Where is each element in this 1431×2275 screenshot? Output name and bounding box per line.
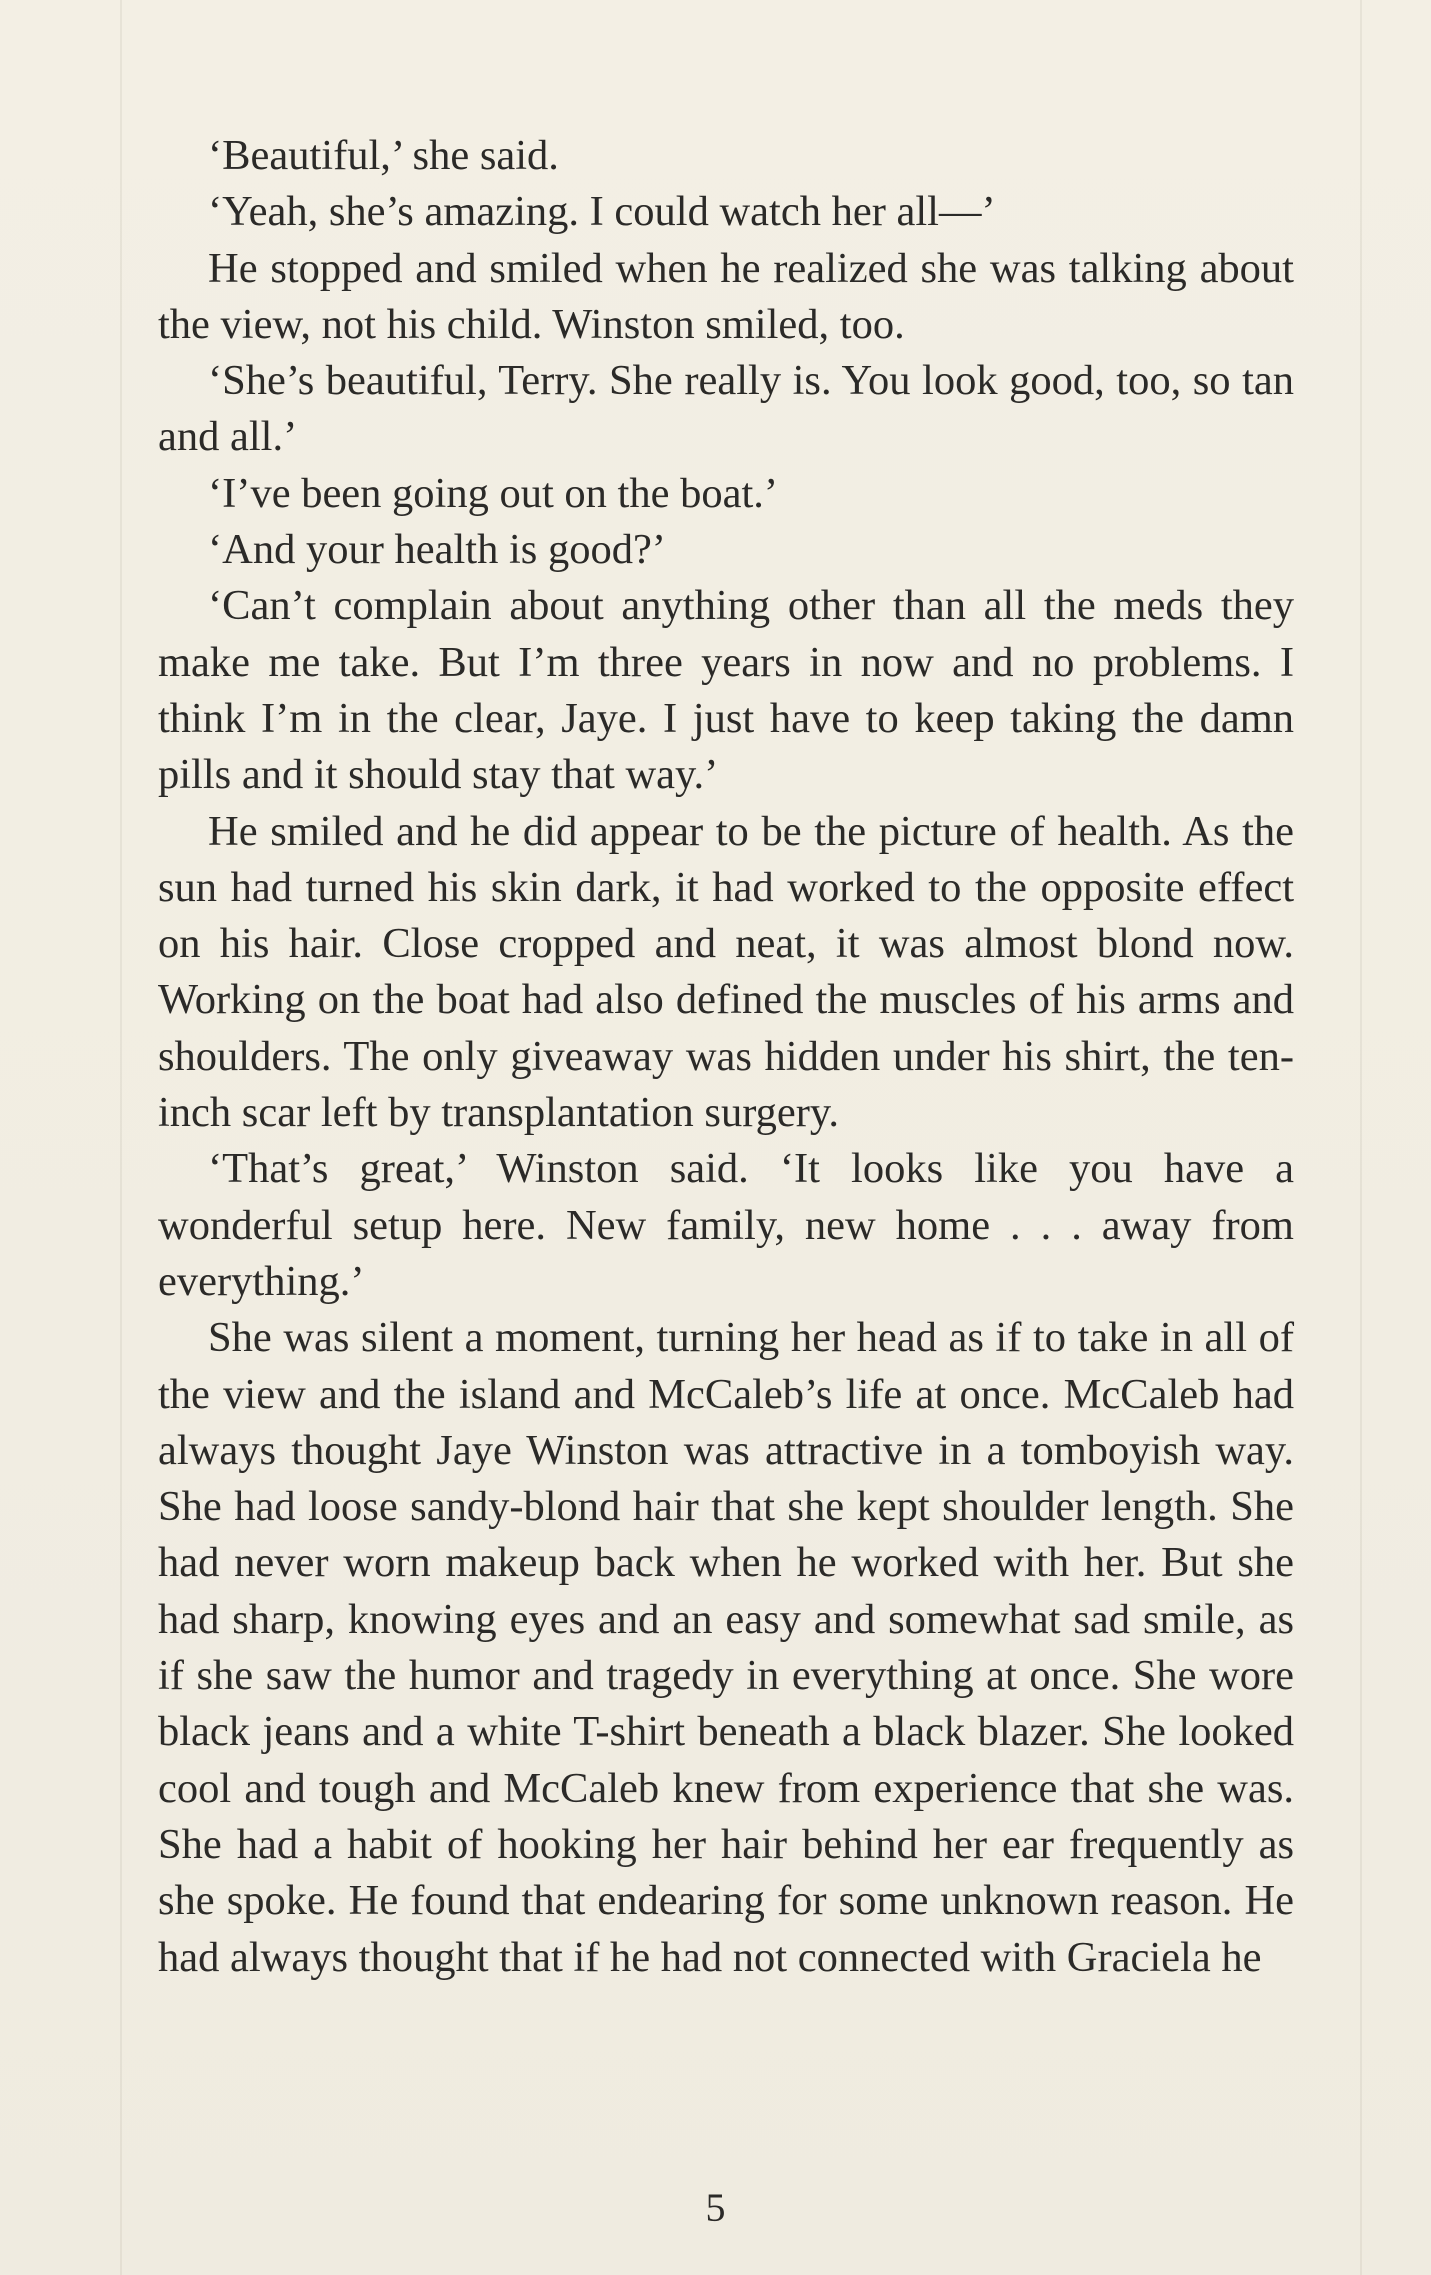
paragraph: ‘That’s great,’ Winston said. ‘It looks like you have a wonderful setup here. New family, new home . . . away from everything.’ xyxy=(158,1145,1294,1305)
paragraph: ‘Yeah, she’s amazing. I could watch her all—’ xyxy=(208,188,996,236)
paragraph: He smiled and he did appear to be the picture of health. As the sun had turned his skin dark, it had worked to the opposite effect on his hair. Close cropped and neat, it was almost blond now. Working on the boat had also defined the muscles of his arms and shoulders. The only giveaway was hidden under his shirt, the ten-inch scar left by transplantation surgery. xyxy=(158,807,1294,1137)
paper-crease xyxy=(120,0,122,2275)
paragraph: ‘She’s beautiful, Terry. She really is. You look good, too, so tan and all.’ xyxy=(158,357,1294,461)
body-text xyxy=(158,128,1294,1986)
paragraph: ‘Beautiful,’ she said. xyxy=(208,132,559,179)
page-number: 5 xyxy=(705,2185,726,2230)
paragraph: ‘Can’t complain about anything other than all the meds they make me take. But I’m three years in now and no problems. I think I’m in the clear, Jaye. I just have to keep taking the damn pills and it should stay that way.’ xyxy=(158,582,1294,799)
paragraph: She was silent a moment, turning her head as if to take in all of the view and the island and McCaleb’s life at once. McCaleb had always thought Jaye Winston was attractive in a tomboyish way. She had loose sandy-blond hair that she kept shoulder length. She had never worn makeup back when he worked with her. But she had sharp, knowing eyes and an easy and somewhat sad smile, as if she saw the humor and tragedy in everything at once. She wore black jeans and a white T-shirt beneath a black blazer. She looked cool and tough and McCaleb knew from experience that she was. She had a habit of hooking her hair behind her ear frequently as she spoke. He found that endearing for some unknown reason. He had always thought that if he had not connected with Graciela he xyxy=(158,1314,1294,1981)
paragraph: ‘I’ve been going out on the boat.’ xyxy=(208,469,779,517)
paragraph: ‘And your health is good?’ xyxy=(208,526,666,574)
paragraph: He stopped and smiled when he realized she was talking about the view, not his child. Winston smiled, too. xyxy=(158,244,1294,348)
paper-crease xyxy=(1360,0,1362,2275)
